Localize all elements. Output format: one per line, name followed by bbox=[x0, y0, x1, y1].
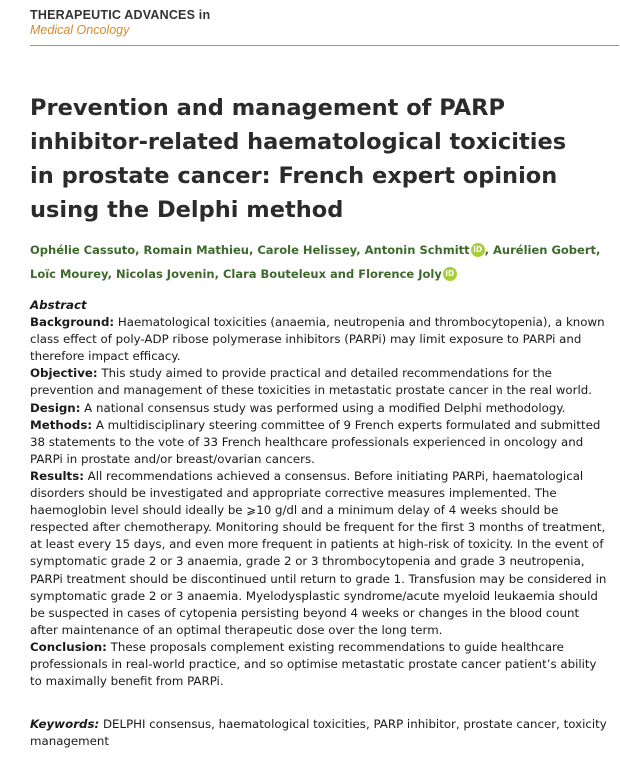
authors-text: Ophélie Cassuto, Romain Mathieu, Carole Helissey, Antonin Schmitt bbox=[30, 243, 470, 257]
orcid-icon[interactable]: iD bbox=[471, 243, 485, 257]
authors-text: , Aurélien Gobert, bbox=[484, 243, 601, 257]
section-label: Methods: bbox=[30, 417, 93, 432]
section-label: Objective: bbox=[30, 366, 98, 381]
keywords-label: Keywords: bbox=[30, 717, 100, 731]
journal-series: THERAPEUTIC ADVANCES in bbox=[30, 8, 211, 22]
abstract-design bbox=[30, 400, 610, 417]
author-line-1 bbox=[30, 238, 610, 262]
title-line: in prostate cancer: French expert opinion bbox=[30, 163, 558, 189]
abstract-results bbox=[30, 468, 610, 639]
orcid-icon[interactable]: iD bbox=[443, 267, 457, 281]
section-text: These proposals complement existing recommendations to guide healthcare professionals in real-world practice, and so optimise metastatic prostate cancer patient’s ability to maximally benefit from PARPi. bbox=[30, 639, 597, 689]
journal-masthead bbox=[30, 8, 210, 37]
section-text: A national consensus study was performed using a modified Delphi methodology. bbox=[80, 400, 566, 415]
section-label: Results: bbox=[30, 468, 84, 483]
section-text: Haematological toxicities (anaemia, neutropenia and thrombocytopenia), a known class effect of poly-ADP ribose polymerase inhibitors (PARPi) may limit exposure to PARPi and therefore impact efficacy. bbox=[30, 315, 605, 364]
section-text: A multidisciplinary steering committee of 9 French experts formulated and submitted 38 statements to the vote of 33 French healthcare professionals experienced in oncology and PARPi in prostate and/or breast/ovarian cancers. bbox=[30, 417, 601, 466]
abstract-heading: Abstract bbox=[30, 298, 87, 312]
keywords-text: DELPHI consensus, haematological toxicities, PARP inhibitor, prostate cancer, toxicity management bbox=[30, 717, 607, 749]
abstract-background bbox=[30, 314, 610, 365]
section-text: This study aimed to provide practical and detailed recommendations for the prevention and management of these toxicities in metastatic prostate cancer in the real world. bbox=[30, 366, 592, 398]
section-text: All recommendations achieved a consensus. Before initiating PARPi, haematological disorders should be investigated and appropriate corrective measures implemented. The haemoglobin level should ideally be ⩾10 g/dl and a minimum delay of 4 weeks should be respected after chemotherapy. Monitoring should be frequent for the first 3 months of treatment, at least every 15 days, and even more frequent in patients at high-risk of toxicity. In the event of symptomatic grade 2 or 3 anaemia, grade 2 or 3 thrombocytopenia and grade 3 neutropenia, PARPi treatment should be discontinued until return to grade 1. Transfusion may be considered in symptomatic grade 2 or 3 anaemia. Myelodysplastic syndrome/acute myeloid leukaemia should be suspected in cases of cytopenia persisting beyond 4 weeks or changes in the blood count after maintenance of an optimal therapeutic dose over the long term. bbox=[30, 468, 607, 637]
section-label: Conclusion: bbox=[30, 639, 107, 654]
title-line: inhibitor-related haematological toxicities bbox=[30, 129, 567, 155]
abstract-methods bbox=[30, 417, 610, 468]
article-title bbox=[30, 91, 600, 227]
abstract-conclusion bbox=[30, 639, 610, 690]
abstract bbox=[30, 297, 610, 690]
journal-name: Medical Oncology bbox=[30, 23, 130, 37]
section-label: Background: bbox=[30, 315, 115, 330]
authors-text: Loïc Mourey, Nicolas Jovenin, Clara Bouteleux and Florence Joly bbox=[30, 267, 442, 281]
title-line: Prevention and management of PARP bbox=[30, 95, 505, 121]
abstract-objective bbox=[30, 365, 610, 399]
header-rule bbox=[30, 45, 619, 46]
section-label: Design: bbox=[30, 400, 81, 415]
keywords bbox=[30, 716, 610, 750]
title-line: using the Delphi method bbox=[30, 197, 344, 223]
author-list bbox=[30, 238, 610, 286]
author-line-2 bbox=[30, 262, 610, 286]
